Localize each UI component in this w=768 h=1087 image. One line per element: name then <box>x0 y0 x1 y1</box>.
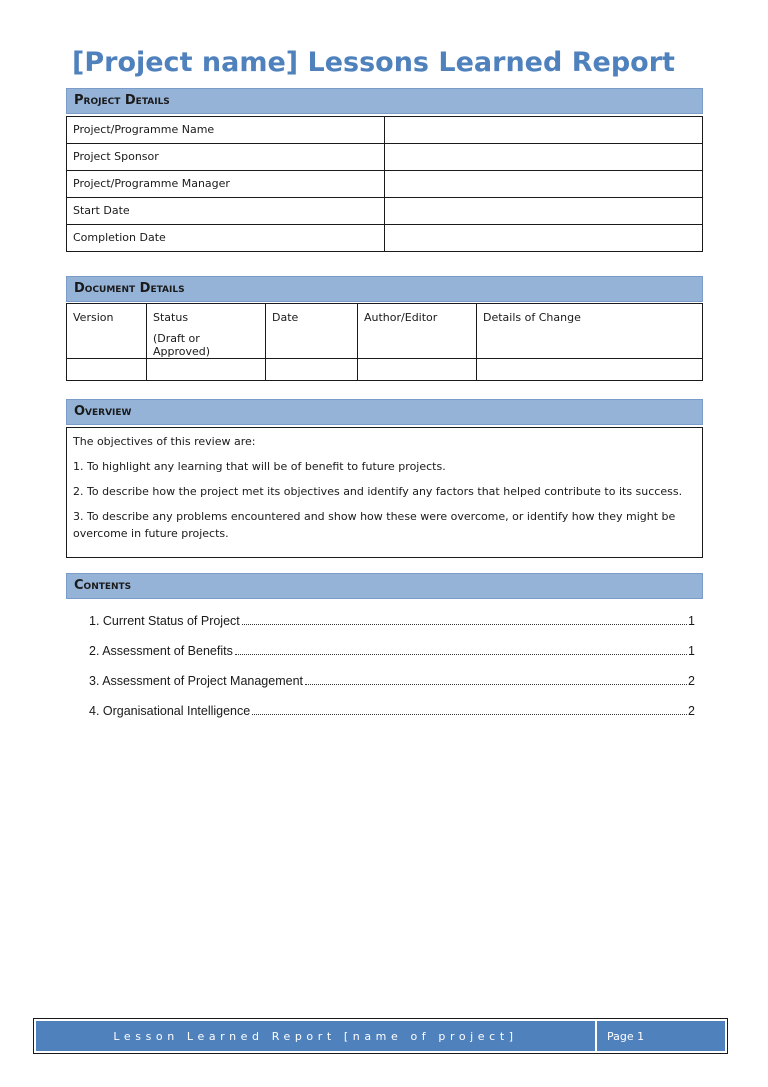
value-cell[interactable] <box>385 225 703 252</box>
toc-entry[interactable] <box>89 642 695 658</box>
status-label: Status <box>153 311 189 324</box>
toc-leader <box>252 714 687 715</box>
status-cell[interactable] <box>147 359 266 381</box>
table-row <box>67 359 703 381</box>
column-header-details: Details of Change <box>477 304 703 359</box>
table-row <box>67 198 703 225</box>
column-header-version: Version <box>67 304 147 359</box>
toc-page-number: 1 <box>688 614 695 628</box>
section-heading-project-details: Project Details <box>66 88 703 114</box>
toc-page-number: 1 <box>688 644 695 658</box>
toc-leader <box>242 624 687 625</box>
footer-page-number: Page 1 <box>597 1021 725 1051</box>
toc-entry[interactable] <box>89 702 695 718</box>
toc-entry-label: 4. Organisational Intelligence <box>89 704 251 718</box>
row-label: Project Sponsor <box>67 144 385 171</box>
section-heading-overview: Overview <box>66 399 703 425</box>
column-header-author: Author/Editor <box>358 304 477 359</box>
details-cell[interactable] <box>477 359 703 381</box>
author-cell[interactable] <box>358 359 477 381</box>
row-label: Completion Date <box>67 225 385 252</box>
document-details-table <box>66 303 703 381</box>
version-cell[interactable] <box>67 359 147 381</box>
footer-document-label: Lesson Learned Report [name of project] <box>36 1021 597 1051</box>
value-cell[interactable] <box>385 171 703 198</box>
table-row <box>67 117 703 144</box>
column-header-status <box>147 304 266 359</box>
row-label: Project/Programme Name <box>67 117 385 144</box>
toc-entry-label: 3. Assessment of Project Management <box>89 674 303 688</box>
table-row <box>67 225 703 252</box>
page-footer <box>33 1018 728 1054</box>
overview-intro: The objectives of this review are: <box>73 435 256 448</box>
project-details-table <box>66 116 703 252</box>
table-header-row <box>67 304 703 359</box>
date-cell[interactable] <box>266 359 358 381</box>
table-row <box>67 144 703 171</box>
table-row <box>67 171 703 198</box>
toc-entry-label: 2. Assessment of Benefits <box>89 644 233 658</box>
document-title: [Project name] Lessons Learned Report <box>72 47 675 78</box>
overview-item: 2. To describe how the project met its objectives and identify any factors that helped contribute to its success. <box>73 485 683 498</box>
value-cell[interactable] <box>385 144 703 171</box>
toc-leader <box>235 654 687 655</box>
toc-leader <box>305 684 687 685</box>
value-cell[interactable] <box>385 198 703 225</box>
row-label: Project/Programme Manager <box>67 171 385 198</box>
overview-box <box>66 427 703 558</box>
toc-page-number: 2 <box>688 674 695 688</box>
toc-entry-label: 1. Current Status of Project <box>89 614 240 628</box>
footer-bar <box>36 1021 725 1051</box>
column-header-date: Date <box>266 304 358 359</box>
status-note: (Draft or Approved) <box>153 332 211 358</box>
toc-entry[interactable] <box>89 672 695 688</box>
overview-item: 1. To highlight any learning that will be of benefit to future projects. <box>73 460 446 473</box>
value-cell[interactable] <box>385 117 703 144</box>
toc-page-number: 2 <box>688 704 695 718</box>
row-label: Start Date <box>67 198 385 225</box>
overview-item: 3. To describe any problems encountered and show how these were overcome, or identify how they might be overcome in future projects. <box>73 510 676 540</box>
section-heading-document-details: Document Details <box>66 276 703 302</box>
toc-entry[interactable] <box>89 612 695 628</box>
section-heading-contents: Contents <box>66 573 703 599</box>
